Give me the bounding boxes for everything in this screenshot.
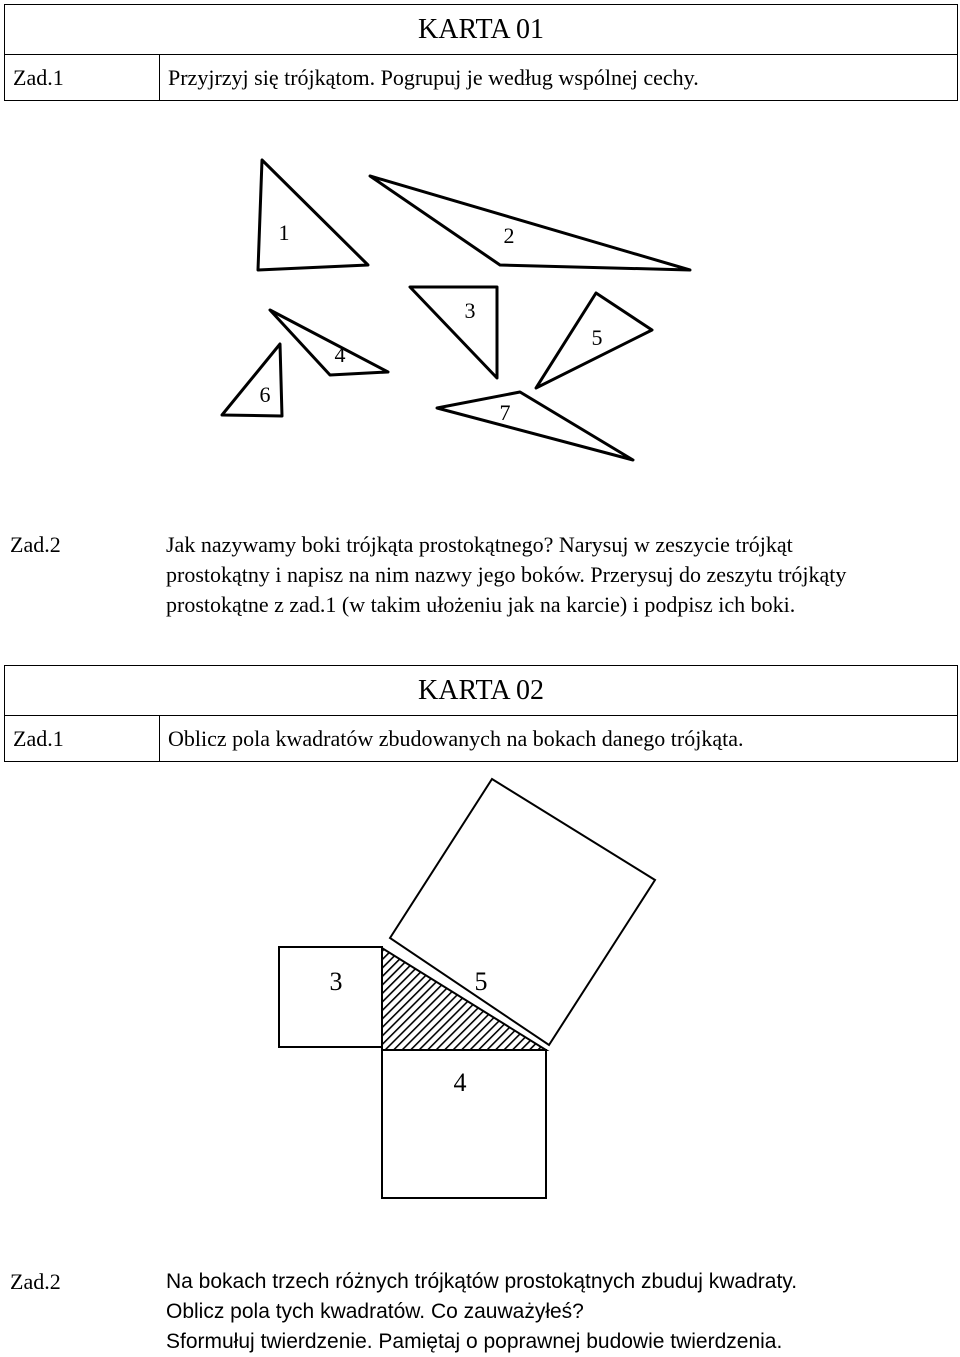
triangle-3-number: 3 xyxy=(464,298,476,323)
triangle-6-number: 6 xyxy=(259,382,271,407)
triangles-figure xyxy=(0,140,960,490)
karta02-zad1-label: Zad.1 xyxy=(5,716,160,762)
karta01-zad1-text: Przyjrzyj się trójkątom. Pogrupuj je według wspólnej cechy. xyxy=(160,55,958,101)
karta02-zad1-text: Oblicz pola kwadratów zbudowanych na bokach danego trójkąta. xyxy=(160,716,958,762)
karta01-zad2-label: Zad.2 xyxy=(10,532,61,557)
triangle-2-number: 2 xyxy=(503,223,515,248)
triangle-7-number: 7 xyxy=(499,400,511,425)
triangle-6 xyxy=(222,344,282,416)
karta02-header-table xyxy=(4,665,958,762)
triangle-3 xyxy=(410,287,497,378)
karta02-zad2-label: Zad.2 xyxy=(10,1269,61,1294)
triangle-2 xyxy=(370,176,690,270)
karta02-zad2-line-3: Sformułuj twierdzenie. Pamiętaj o poprawnej budowie twierdzenia. xyxy=(166,1330,783,1353)
karta02-zad2-line-2: Oblicz pola tych kwadratów. Co zauważyłeś? xyxy=(166,1300,584,1323)
square-side-a xyxy=(279,947,382,1047)
triangle-4-number: 4 xyxy=(334,342,346,367)
karta01-zad1-label: Zad.1 xyxy=(5,55,160,101)
karta02-title: KARTA 02 xyxy=(5,666,958,716)
side-b-label: 4 xyxy=(453,1068,467,1097)
karta01-zad2-line-2: prostokątny i napisz na nim nazwy jego boków. Przerysuj do zeszytu trójkąty xyxy=(166,562,847,587)
triangle-7 xyxy=(437,392,633,460)
right-triangle xyxy=(382,948,546,1050)
karta01-zad2-line-3: prostokątne z zad.1 (w takim ułożeniu jak na karcie) i podpisz ich boki. xyxy=(166,592,796,617)
karta01-zad2-text xyxy=(166,530,846,620)
triangle-1-number: 1 xyxy=(278,220,290,245)
triangle-1 xyxy=(258,160,368,270)
side-c-label: 5 xyxy=(474,967,488,996)
triangle-4 xyxy=(270,310,388,375)
karta02-zad2-text xyxy=(166,1267,797,1357)
pythagoras-figure xyxy=(0,770,960,1210)
karta01-zad2-line-1: Jak nazywamy boki trójkąta prostokątnego? Narysuj w zeszycie trójkąt xyxy=(166,532,793,557)
karta02-zad2-line-1: Na bokach trzech różnych trójkątów prostokątnych zbuduj kwadraty. xyxy=(166,1270,798,1293)
triangle-5-number: 5 xyxy=(591,325,603,350)
karta01-title: KARTA 01 xyxy=(5,5,958,55)
side-a-label: 3 xyxy=(329,967,343,996)
karta01-header-table xyxy=(4,4,958,101)
